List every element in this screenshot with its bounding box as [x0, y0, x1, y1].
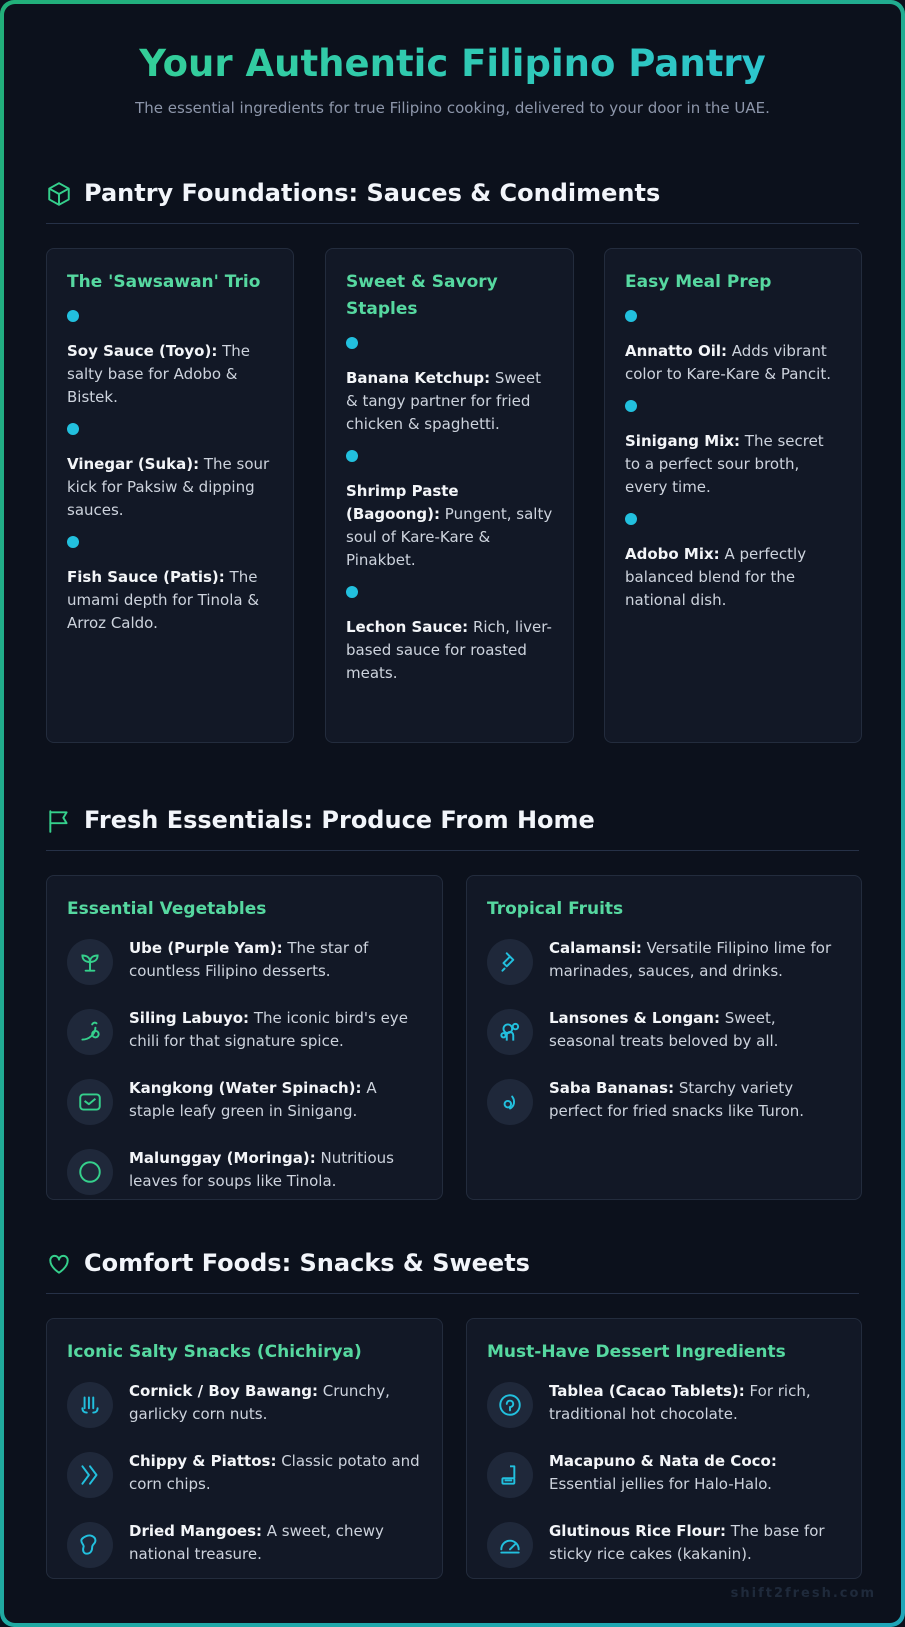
item-text: Glutinous Rice Flour: The base for sticky rice cakes (kakanin).: [549, 1522, 825, 1563]
grapes-icon: [497, 1019, 523, 1045]
bullet-dot: [346, 337, 358, 349]
list-item: [67, 1380, 422, 1442]
page-subtitle: The essential ingredients for true Filipino cooking, delivered to your door in the UAE.: [135, 99, 770, 117]
list-item: [67, 310, 273, 409]
list-item: [487, 1007, 841, 1069]
card-title: The 'Sawsawan' Trio: [67, 272, 261, 292]
item-text: Dried Mangoes: A sweet, chewy national treasure.: [129, 1522, 384, 1563]
bullet-dot: [346, 586, 358, 598]
list-item: [67, 937, 422, 999]
section-title: Comfort Foods: Snacks & Sweets: [84, 1249, 530, 1277]
item-text: Soy Sauce (Toyo): The salty base for Adobo & Bistek.: [67, 342, 251, 406]
item-text: Lechon Sauce: Rich, liver-based sauce for roasted meats.: [346, 618, 552, 682]
bullet-dot: [67, 536, 79, 548]
list-item: [487, 1077, 841, 1139]
list-item: [346, 450, 553, 572]
item-text: Saba Bananas: Starchy variety perfect for fried snacks like Turon.: [549, 1079, 805, 1120]
card-easy-meal-prep: [604, 248, 862, 743]
pepper-icon: [77, 1019, 103, 1045]
mango-icon: [77, 1532, 103, 1558]
item-text: Malunggay (Moringa): Nutritious leaves for soups like Tinola.: [129, 1149, 394, 1190]
list-item: [625, 400, 841, 499]
circle-icon: [77, 1159, 103, 1185]
item-text: Banana Ketchup: Sweet & tangy partner for fried chicken & spaghetti.: [346, 369, 541, 433]
section-header-pantry: [46, 175, 859, 215]
card-title: Iconic Salty Snacks (Chichirya): [67, 1342, 362, 1362]
list-item: [346, 337, 553, 436]
list-item: [67, 1077, 422, 1139]
cacao-icon: [497, 1392, 523, 1418]
page-title: Your Authentic Filipino Pantry: [4, 42, 901, 85]
list-item: [625, 310, 841, 386]
item-text: Fish Sauce (Patis): The umami depth for Tinola & Arroz Caldo.: [67, 568, 260, 632]
bullet-dot: [67, 423, 79, 435]
list-item: [487, 1380, 841, 1442]
list-item: [487, 1520, 841, 1582]
card-title: Tropical Fruits: [487, 899, 624, 919]
item-text: Calamansi: Versatile Filipino lime for marinades, sauces, and drinks.: [549, 939, 832, 980]
item-text: Sinigang Mix: The secret to a perfect sour broth, every time.: [625, 432, 824, 496]
card-essential-vegetables: [46, 875, 443, 1200]
list-item: [346, 586, 553, 685]
section-divider: [46, 1293, 859, 1294]
section-header-fresh: [46, 802, 859, 842]
card-dessert-ingredients: [466, 1318, 862, 1579]
card-title: Easy Meal Prep: [625, 272, 772, 292]
list-item: [625, 513, 841, 612]
card-tropical-fruits: [466, 875, 862, 1200]
list-item: [67, 536, 273, 635]
item-text: Cornick / Boy Bawang: Crunchy, garlicky corn nuts.: [129, 1382, 390, 1423]
page-container: [4, 4, 901, 1623]
section-divider: [46, 223, 859, 224]
leaf-icon: [77, 1089, 103, 1115]
item-text: Ube (Purple Yam): The star of countless Filipino desserts.: [129, 939, 369, 980]
item-text: Tablea (Cacao Tablets): For rich, traditional hot chocolate.: [549, 1382, 811, 1423]
bullet-dot: [346, 450, 358, 462]
item-text: Lansones & Longan: Sweet, seasonal treats beloved by all.: [549, 1009, 779, 1050]
bullet-dot: [625, 400, 637, 412]
item-text: Chippy & Piattos: Classic potato and corn chips.: [129, 1452, 420, 1493]
item-text: Annatto Oil: Adds vibrant color to Kare-Kare & Pancit.: [625, 342, 831, 383]
card-title: Essential Vegetables: [67, 899, 267, 919]
card-title: Must-Have Dessert Ingredients: [487, 1342, 786, 1362]
footer-watermark: shift2fresh.com: [730, 1586, 876, 1601]
banana-icon: [497, 1089, 523, 1115]
corn-icon: [77, 1392, 103, 1418]
list-item: [67, 1520, 422, 1582]
item-text: Siling Labuyo: The iconic bird's eye chili for that signature spice.: [129, 1009, 408, 1050]
card-title: Sweet & Savory Staples: [346, 272, 498, 319]
list-item: [487, 937, 841, 999]
section-divider: [46, 850, 859, 851]
card-sawsawan-trio: [46, 248, 294, 743]
citrus-icon: [497, 949, 523, 975]
item-text: Macapuno & Nata de Coco: Essential jellies for Halo-Halo.: [549, 1452, 777, 1493]
flag-icon: [46, 808, 72, 834]
list-item: [487, 1450, 841, 1512]
jar-icon: [497, 1462, 523, 1488]
chips-icon: [77, 1462, 103, 1488]
item-text: Shrimp Paste (Bagoong): Pungent, salty soul of Kare-Kare & Pinakbet.: [346, 482, 553, 569]
section-header-comfort: [46, 1245, 859, 1285]
list-item: [67, 423, 273, 522]
sprout-icon: [77, 949, 103, 975]
list-item: [67, 1147, 422, 1209]
item-text: Kangkong (Water Spinach): A staple leafy green in Sinigang.: [129, 1079, 377, 1120]
card-salty-snacks: [46, 1318, 443, 1579]
bullet-dot: [625, 310, 637, 322]
section-title: Pantry Foundations: Sauces & Condiments: [84, 179, 661, 207]
card-sweet-savory-staples: [325, 248, 574, 743]
bullet-dot: [67, 310, 79, 322]
item-text: Vinegar (Suka): The sour kick for Paksiw & dipping sauces.: [67, 455, 270, 519]
item-text: Adobo Mix: A perfectly balanced blend for the national dish.: [625, 545, 807, 609]
box-icon: [46, 181, 72, 207]
list-item: [67, 1450, 422, 1512]
flour-icon: [497, 1532, 523, 1558]
bullet-dot: [625, 513, 637, 525]
list-item: [67, 1007, 422, 1069]
heart-icon: [46, 1251, 72, 1277]
section-title: Fresh Essentials: Produce From Home: [84, 806, 595, 834]
